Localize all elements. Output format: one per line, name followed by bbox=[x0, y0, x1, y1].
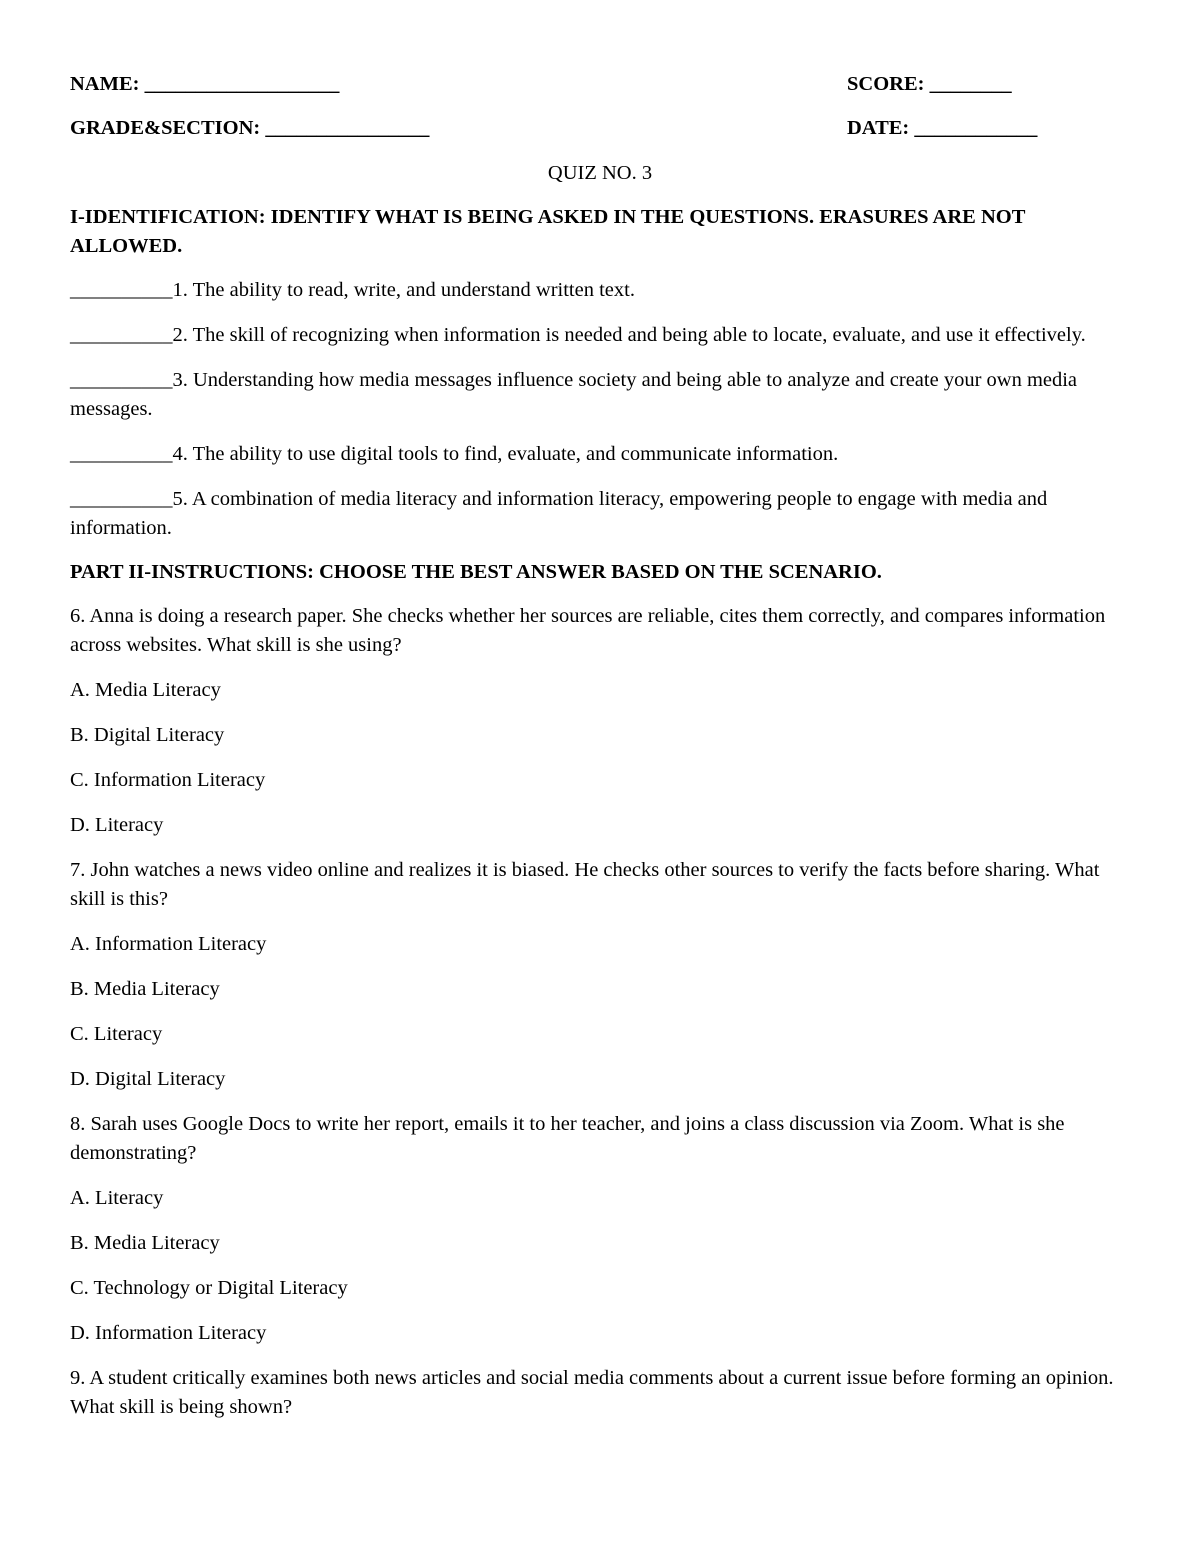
question-8: 8. Sarah uses Google Docs to write her report, emails it to her teacher, and joins a class discussion via Zoom. What is she demonstrating? bbox=[70, 1113, 1070, 1164]
identification-item: __________2. The skill of recognizing when information is needed and being able to locate, evaluate, and use it effectively. bbox=[70, 324, 1086, 346]
header-row-name-score bbox=[70, 70, 1130, 99]
identification-item: __________3. Understanding how media messages influence society and being able to analyze and create your own media messages. bbox=[70, 369, 1083, 420]
date-field-label: DATE: ____________ bbox=[847, 117, 1038, 139]
identification-item: __________5. A combination of media literacy and information literacy, empowering people to engage with media and information. bbox=[70, 488, 1053, 539]
choice-item: A. Media Literacy bbox=[70, 679, 221, 701]
choice-item: B. Media Literacy bbox=[70, 1232, 220, 1254]
question-6: 6. Anna is doing a research paper. She checks whether her sources are reliable, cites them correctly, and compares information across websites. What skill is she using? bbox=[70, 605, 1111, 656]
part1-instructions: I-IDENTIFICATION: IDENTIFY WHAT IS BEING ASKED IN THE QUESTIONS. ERASURES ARE NOT ALLOWED. bbox=[70, 206, 1030, 257]
choice-item: C. Information Literacy bbox=[70, 769, 266, 791]
part2-instructions: PART II-INSTRUCTIONS: CHOOSE THE BEST ANSWER BASED ON THE SCENARIO. bbox=[70, 561, 882, 583]
choice-item: A. Literacy bbox=[70, 1187, 164, 1209]
choice-item: B. Digital Literacy bbox=[70, 724, 225, 746]
quiz-title: QUIZ NO. 3 bbox=[547, 162, 653, 184]
header-row-grade-date bbox=[70, 114, 1130, 143]
choice-item: B. Media Literacy bbox=[70, 978, 220, 1000]
choice-item: D. Information Literacy bbox=[70, 1322, 267, 1344]
identification-item: __________4. The ability to use digital tools to find, evaluate, and communicate information. bbox=[70, 443, 839, 465]
name-field-label: NAME: ___________________ bbox=[70, 73, 340, 95]
grade-section-field-label: GRADE&SECTION: ________________ bbox=[70, 117, 430, 139]
question-9: 9. A student critically examines both news articles and social media comments about a current issue before forming an opinion. What skill is being shown? bbox=[70, 1367, 1119, 1418]
identification-item: __________1. The ability to read, write, and understand written text. bbox=[70, 279, 635, 301]
score-field-label: SCORE: ________ bbox=[847, 73, 1012, 95]
choice-item: A. Information Literacy bbox=[70, 933, 267, 955]
choice-item: C. Literacy bbox=[70, 1023, 163, 1045]
choice-item: D. Literacy bbox=[70, 814, 164, 836]
choice-item: C. Technology or Digital Literacy bbox=[70, 1277, 348, 1299]
question-7: 7. John watches a news video online and realizes it is biased. He checks other sources to verify the facts before sharing. What skill is this? bbox=[70, 859, 1105, 910]
quiz-document bbox=[70, 70, 1130, 1422]
choice-item: D. Digital Literacy bbox=[70, 1068, 226, 1090]
